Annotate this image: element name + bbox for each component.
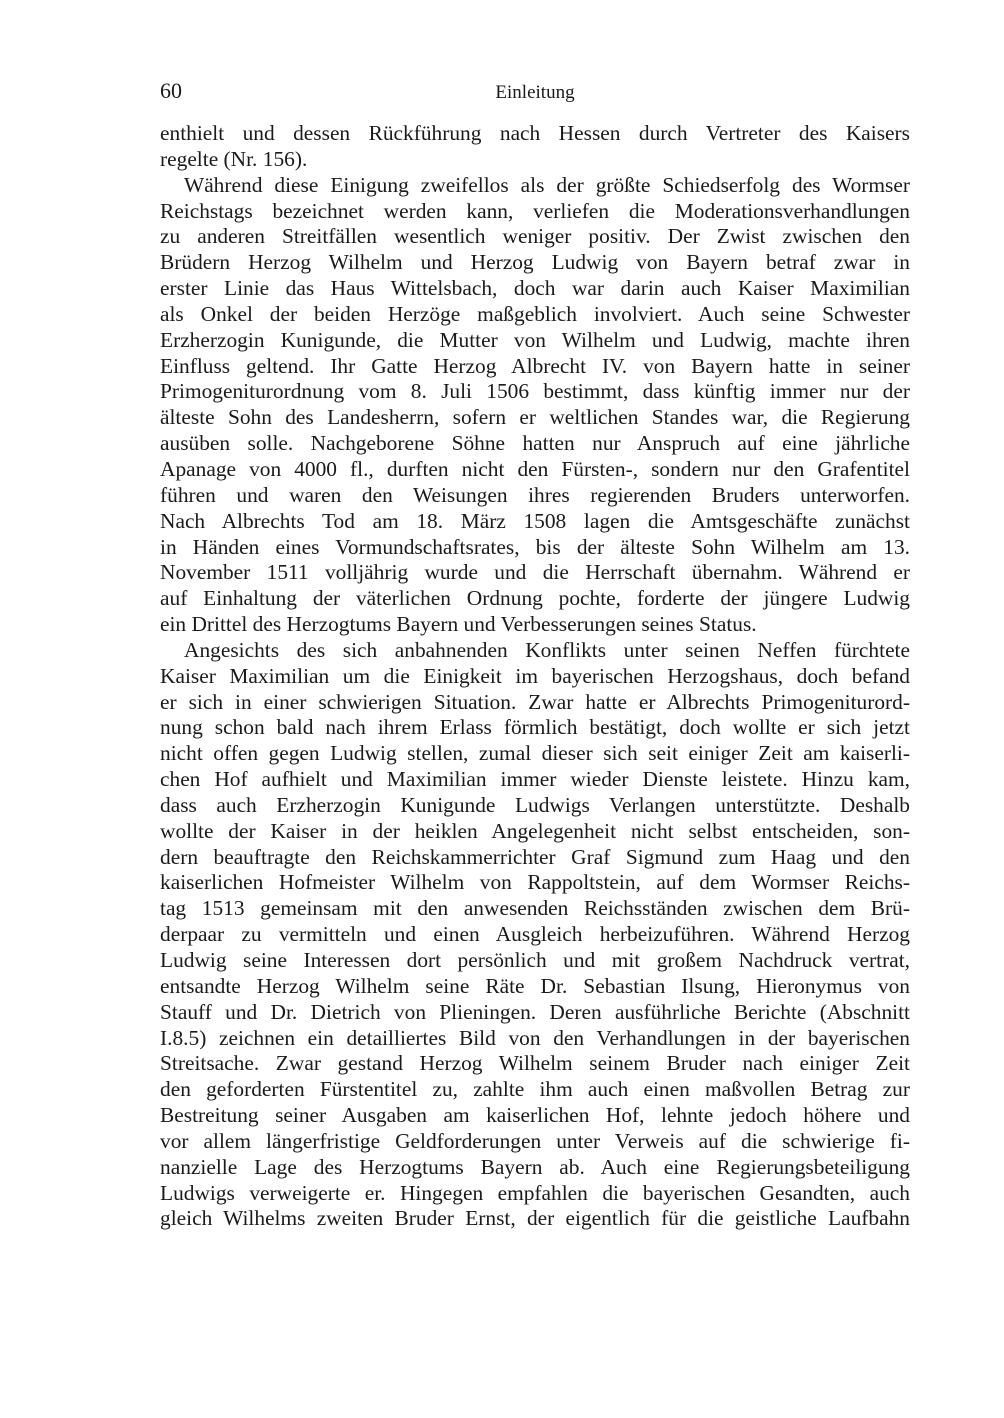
running-head: Einleitung bbox=[495, 82, 575, 103]
text-line: ausüben solle. Nachgeborene Söhne hatten nur Anspruch auf eine jährliche bbox=[160, 431, 910, 456]
text-line: Erzherzogin Kunigunde, die Mutter von Wilhelm und Ludwig, machte ihren bbox=[160, 327, 910, 352]
paragraph bbox=[160, 121, 910, 173]
text-line: Stauff und Dr. Dietrich von Plieningen. Deren ausführliche Berichte (Abschnitt bbox=[160, 999, 910, 1024]
text-line: nicht offen gegen Ludwig stellen, zumal dieser sich seit einiger Zeit am kaiserli- bbox=[160, 741, 910, 766]
text-line: vor allem längerfristige Geldforderungen unter Verweis auf die schwierige fi- bbox=[160, 1128, 910, 1153]
text-line: führen und waren den Weisungen ihres regierenden Bruders unterworfen. bbox=[160, 482, 910, 507]
text-line: derpaar zu vermitteln und einen Ausgleich herbeizuführen. Während Herzog bbox=[160, 922, 910, 947]
text-line: tag 1513 gemeinsam mit den anwesenden Reichsständen zwischen dem Brü- bbox=[160, 896, 910, 921]
text-line: auf Einhaltung der väterlichen Ordnung pochte, forderte der jüngere Ludwig bbox=[160, 586, 910, 611]
text-line: Ludwig seine Interessen dort persönlich und mit großem Nachdruck vertrat, bbox=[160, 948, 910, 972]
text-line: kaiserlichen Hofmeister Wilhelm von Rappoltstein, auf dem Wormser Reichs- bbox=[160, 870, 910, 895]
text-line: wollte der Kaiser in der heiklen Angelegenheit nicht selbst entscheiden, son- bbox=[160, 818, 910, 843]
text-line: gleich Wilhelms zweiten Bruder Ernst, der eigentlich für die geistliche Laufbahn bbox=[160, 1206, 910, 1231]
text-line: chen Hof aufhielt und Maximilian immer wieder Dienste leistete. Hinzu kam, bbox=[160, 767, 910, 792]
text-line: regelte (Nr. 156). bbox=[160, 146, 308, 171]
text-line: in Händen eines Vormundschaftsrates, bis der älteste Sohn Wilhelm am 13. bbox=[160, 534, 910, 559]
text-line: zu anderen Streitfällen wesentlich weniger positiv. Der Zwist zwischen den bbox=[160, 224, 910, 249]
text-line: dass auch Erzherzogin Kunigunde Ludwigs Verlangen unterstützte. Deshalb bbox=[160, 792, 910, 817]
text-line: nanzielle Lage des Herzogtums Bayern ab. Auch eine Regierungsbeteiligung bbox=[160, 1154, 910, 1179]
paragraph bbox=[160, 638, 910, 1232]
text-line: enthielt und dessen Rückführung nach Hessen durch Vertreter des Kaisers bbox=[160, 121, 910, 145]
text-line: älteste Sohn des Landesherrn, sofern er weltlichen Standes war, die Regierung bbox=[160, 405, 910, 430]
text-line: Brüdern Herzog Wilhelm und Herzog Ludwig von Bayern betraf zwar in bbox=[160, 250, 910, 275]
text-line: dern beauftragte den Reichskammerrichter Graf Sigmund zum Haag und den bbox=[160, 844, 910, 869]
text-line: I.8.5) zeichnen ein detailliertes Bild von den Verhandlungen in der bayerischen bbox=[160, 1025, 910, 1050]
paragraph bbox=[160, 173, 910, 638]
text-line: Apanage von 4000 fl., durften nicht den Fürsten-, sondern nur den Grafentitel bbox=[160, 456, 910, 481]
text-line: Einfluss geltend. Ihr Gatte Herzog Albrecht IV. von Bayern hatte in seiner bbox=[160, 353, 910, 378]
body-text bbox=[160, 121, 910, 1232]
text-line: Reichstags bezeichnet werden kann, verliefen die Moderationsverhandlungen bbox=[160, 198, 910, 223]
text-line: entsandte Herzog Wilhelm seine Räte Dr. Sebastian Ilsung, Hieronymus von bbox=[160, 973, 910, 998]
text-line: Angesichts des sich anbahnenden Konflikts unter seinen Neffen fürchtete bbox=[184, 637, 910, 662]
text-line: nung schon bald nach ihrem Erlass förmlich bestätigt, doch wollte er sich jetzt bbox=[160, 715, 910, 740]
text-line: Nach Albrechts Tod am 18. März 1508 lagen die Amtsgeschäfte zunächst bbox=[160, 508, 910, 533]
text-line: den geforderten Fürstentitel zu, zahlte ihm auch einen maßvollen Betrag zur bbox=[160, 1077, 910, 1102]
text-line: Ludwigs verweigerte er. Hingegen empfahlen die bayerischen Gesandten, auch bbox=[160, 1180, 910, 1205]
text-line: ein Drittel des Herzogtums Bayern und Verbesserungen seines Status. bbox=[160, 612, 757, 637]
text-line: erster Linie das Haus Wittelsbach, doch war darin auch Kaiser Maximilian bbox=[160, 276, 910, 301]
text-line: Während diese Einigung zweifellos als der größte Schiedserfolg des Wormser bbox=[184, 172, 910, 197]
text-line: Kaiser Maximilian um die Einigkeit im bayerischen Herzogshaus, doch befand bbox=[160, 663, 910, 688]
text-line: als Onkel der beiden Herzöge maßgeblich involviert. Auch seine Schwester bbox=[160, 301, 910, 326]
text-line: November 1511 volljährig wurde und die Herrschaft übernahm. Während er bbox=[160, 560, 910, 585]
page-number: 60 bbox=[160, 78, 182, 103]
text-line: er sich in einer schwierigen Situation. Zwar hatte er Albrechts Primogeniturord- bbox=[160, 689, 910, 714]
text-line: Bestreitung seiner Ausgaben am kaiserlichen Hof, lehnte jedoch höhere und bbox=[160, 1103, 910, 1128]
text-line: Streitsache. Zwar gestand Herzog Wilhelm seinem Bruder nach einiger Zeit bbox=[160, 1051, 910, 1076]
text-line: Primogeniturordnung vom 8. Juli 1506 bestimmt, dass künftig immer nur der bbox=[160, 379, 910, 404]
